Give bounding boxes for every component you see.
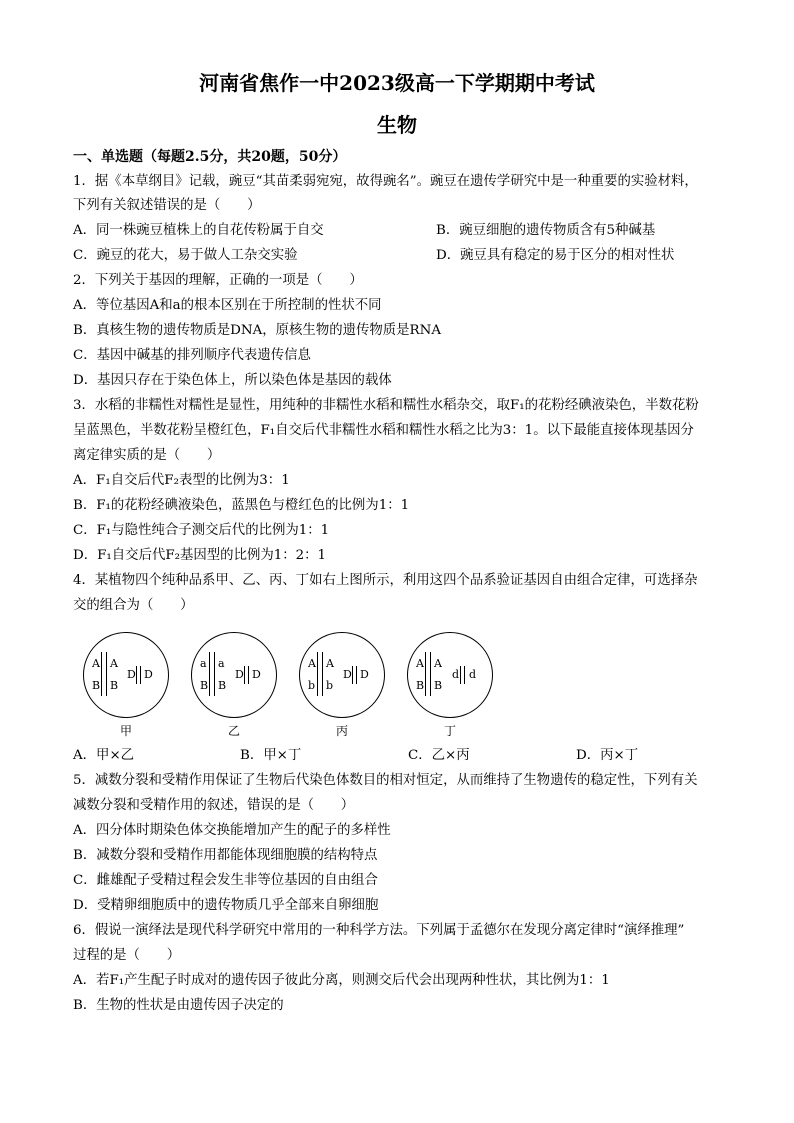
gene-label: D	[360, 668, 369, 681]
chromosome-bar	[106, 652, 107, 696]
chromosome-bar	[425, 652, 426, 696]
gene-label: b	[308, 679, 316, 692]
chromosome-bar	[460, 666, 461, 684]
q4-option-a: A．甲×乙	[73, 748, 135, 763]
chromosome-bar	[430, 652, 431, 696]
cell-yi	[188, 630, 280, 742]
gene-label: B	[110, 679, 119, 692]
gene-label: a	[218, 657, 225, 670]
q3-stem-line3: 离定律实质的是（ ）	[73, 448, 221, 463]
q3-stem-line1: 3．水稻的非糯性对糯性是显性，用纯种的非糯性水稻和糯性水稻杂交，取F₁的花粉经碘液染色，半数花粉	[73, 398, 699, 413]
gene-label: B	[416, 679, 425, 692]
q6-option-a: A．若F₁产生配子时成对的遗传因子彼此分离，则测交后代会出现两种性状，其比例为1：1	[73, 973, 610, 988]
q4-option-b: B．甲×丁	[240, 748, 302, 763]
cell-jia	[80, 630, 172, 742]
cell-caption: 甲	[119, 724, 132, 738]
q2-option-a: A．等位基因A和a的根本区别在于所控制的性状不同	[73, 298, 382, 313]
q5-stem-line2: 减数分裂和受精作用的叙述，错误的是（ ）	[73, 798, 355, 813]
gene-label: A	[416, 657, 424, 670]
chromosome-bar	[317, 652, 318, 696]
q2-stem: 2．下列关于基因的理解，正确的一项是（ ）	[73, 273, 363, 288]
gene-label: a	[200, 657, 207, 670]
q3-stem-line2: 呈蓝黑色，半数花粉呈橙红色，F₁自交后代非糯性水稻和糯性水稻之比为3：1。以下最能直接体现基因分	[73, 423, 694, 438]
chromosome-bar	[352, 666, 353, 684]
gene-label: A	[110, 657, 118, 670]
q6-stem-line2: 过程的是（ ）	[73, 948, 181, 963]
q6-option-b: B．生物的性状是由遗传因子决定的	[73, 998, 284, 1013]
gene-label: B	[434, 679, 443, 692]
q4-option-d: D．丙×丁	[576, 748, 639, 763]
cell-caption: 丁	[443, 724, 456, 738]
chromosome-bar	[214, 652, 215, 696]
section-heading: 一、单选题（每题2.5分，共20题，50分）	[73, 149, 347, 165]
q2-option-b: B．真核生物的遗传物质是DNA，原核生物的遗传物质是RNA	[73, 323, 442, 338]
gene-label: B	[200, 679, 209, 692]
chromosome-bar	[356, 666, 357, 684]
q5-option-b: B．减数分裂和受精作用都能体现细胞膜的结构特点	[73, 848, 378, 863]
subject-title: 生物	[377, 113, 417, 137]
q1-stem-line1: 1．据《本草纲目》记载，豌豆“其苗柔弱宛宛，故得豌名”。豌豆在遗传学研究中是一种重要的实验材料，	[73, 174, 698, 189]
q6-stem-line1: 6．假说一演绎法是现代科学研究中常用的一种科学方法。下列属于孟德尔在发现分离定律时“演绎推理”	[73, 923, 685, 938]
q5-option-a: A．四分体时期染色体交换能增加产生的配子的多样性	[73, 823, 391, 838]
gene-label: A	[308, 657, 316, 670]
gene-label: D	[127, 668, 136, 681]
gene-label: d	[469, 668, 477, 681]
cell-outline	[83, 632, 169, 718]
chromosome-bar	[248, 666, 249, 684]
chromosome-figure	[80, 630, 500, 742]
gene-label: D	[343, 668, 352, 681]
cell-ding	[404, 630, 496, 742]
q3-option-c: C．F₁与隐性纯合子测交后代的比例为1：1	[73, 523, 330, 538]
q5-option-d: D．受精卵细胞质中的遗传物质几乎全部来自卵细胞	[73, 898, 379, 913]
cell-outline	[191, 632, 277, 718]
cell-bing	[296, 630, 388, 742]
cell-outline	[299, 632, 385, 718]
q1-option-a: A．同一株豌豆植株上的自花传粉属于自交	[73, 223, 324, 238]
cell-caption: 丙	[335, 724, 348, 738]
gene-label: A	[434, 657, 442, 670]
q4-option-c: C．乙×丙	[408, 748, 470, 763]
gene-label: B	[92, 679, 101, 692]
q3-option-b: B．F₁的花粉经碘液染色，蓝黑色与橙红色的比例为1：1	[73, 498, 410, 513]
gene-label: A	[326, 657, 334, 670]
q1-stem-line2: 下列有关叙述错误的是（ ）	[73, 198, 261, 213]
gene-label: D	[252, 668, 261, 681]
cell-caption: 乙	[227, 724, 240, 738]
q3-option-a: A．F₁自交后代F₂表型的比例为3：1	[73, 473, 290, 488]
q5-stem-line1: 5．减数分裂和受精作用保证了生物后代染色体数目的相对恒定，从而维持了生物遗传的稳定性，下列有关	[73, 773, 698, 788]
gene-label: b	[326, 679, 334, 692]
exam-title: 河南省焦作一中2023级高一下学期期中考试	[199, 71, 595, 95]
q3-option-d: D．F₁自交后代F₂基因型的比例为1：2：1	[73, 548, 327, 563]
gene-label: D	[144, 668, 153, 681]
cell-outline	[407, 632, 493, 718]
chromosome-bar	[209, 652, 210, 696]
q1-option-c: C．豌豆的花大，易于做人工杂交实验	[73, 248, 298, 263]
q4-stem-line1: 4．某植物四个纯种品系甲、乙、丙、丁如右上图所示，利用这四个品系验证基因自由组合定律，可选择杂	[73, 573, 698, 588]
gene-label: D	[235, 668, 244, 681]
gene-label: d	[452, 668, 460, 681]
q2-option-d: D．基因只存在于染色体上，所以染色体是基因的载体	[73, 373, 392, 388]
chromosome-bar	[244, 666, 245, 684]
chromosome-bar	[101, 652, 102, 696]
gene-label: B	[218, 679, 227, 692]
q1-option-d: D．豌豆具有稳定的易于区分的相对性状	[436, 248, 675, 263]
q1-option-b: B．豌豆细胞的遗传物质含有5种碱基	[436, 223, 656, 238]
q2-option-c: C．基因中碱基的排列顺序代表遗传信息	[73, 348, 311, 363]
chromosome-bar	[464, 666, 465, 684]
gene-label: A	[92, 657, 100, 670]
chromosome-bar	[136, 666, 137, 684]
q5-option-c: C．雌雄配子受精过程会发生非等位基因的自由组合	[73, 873, 378, 888]
chromosome-bar	[140, 666, 141, 684]
q4-stem-line2: 交的组合为（ ）	[73, 598, 194, 613]
chromosome-bar	[322, 652, 323, 696]
